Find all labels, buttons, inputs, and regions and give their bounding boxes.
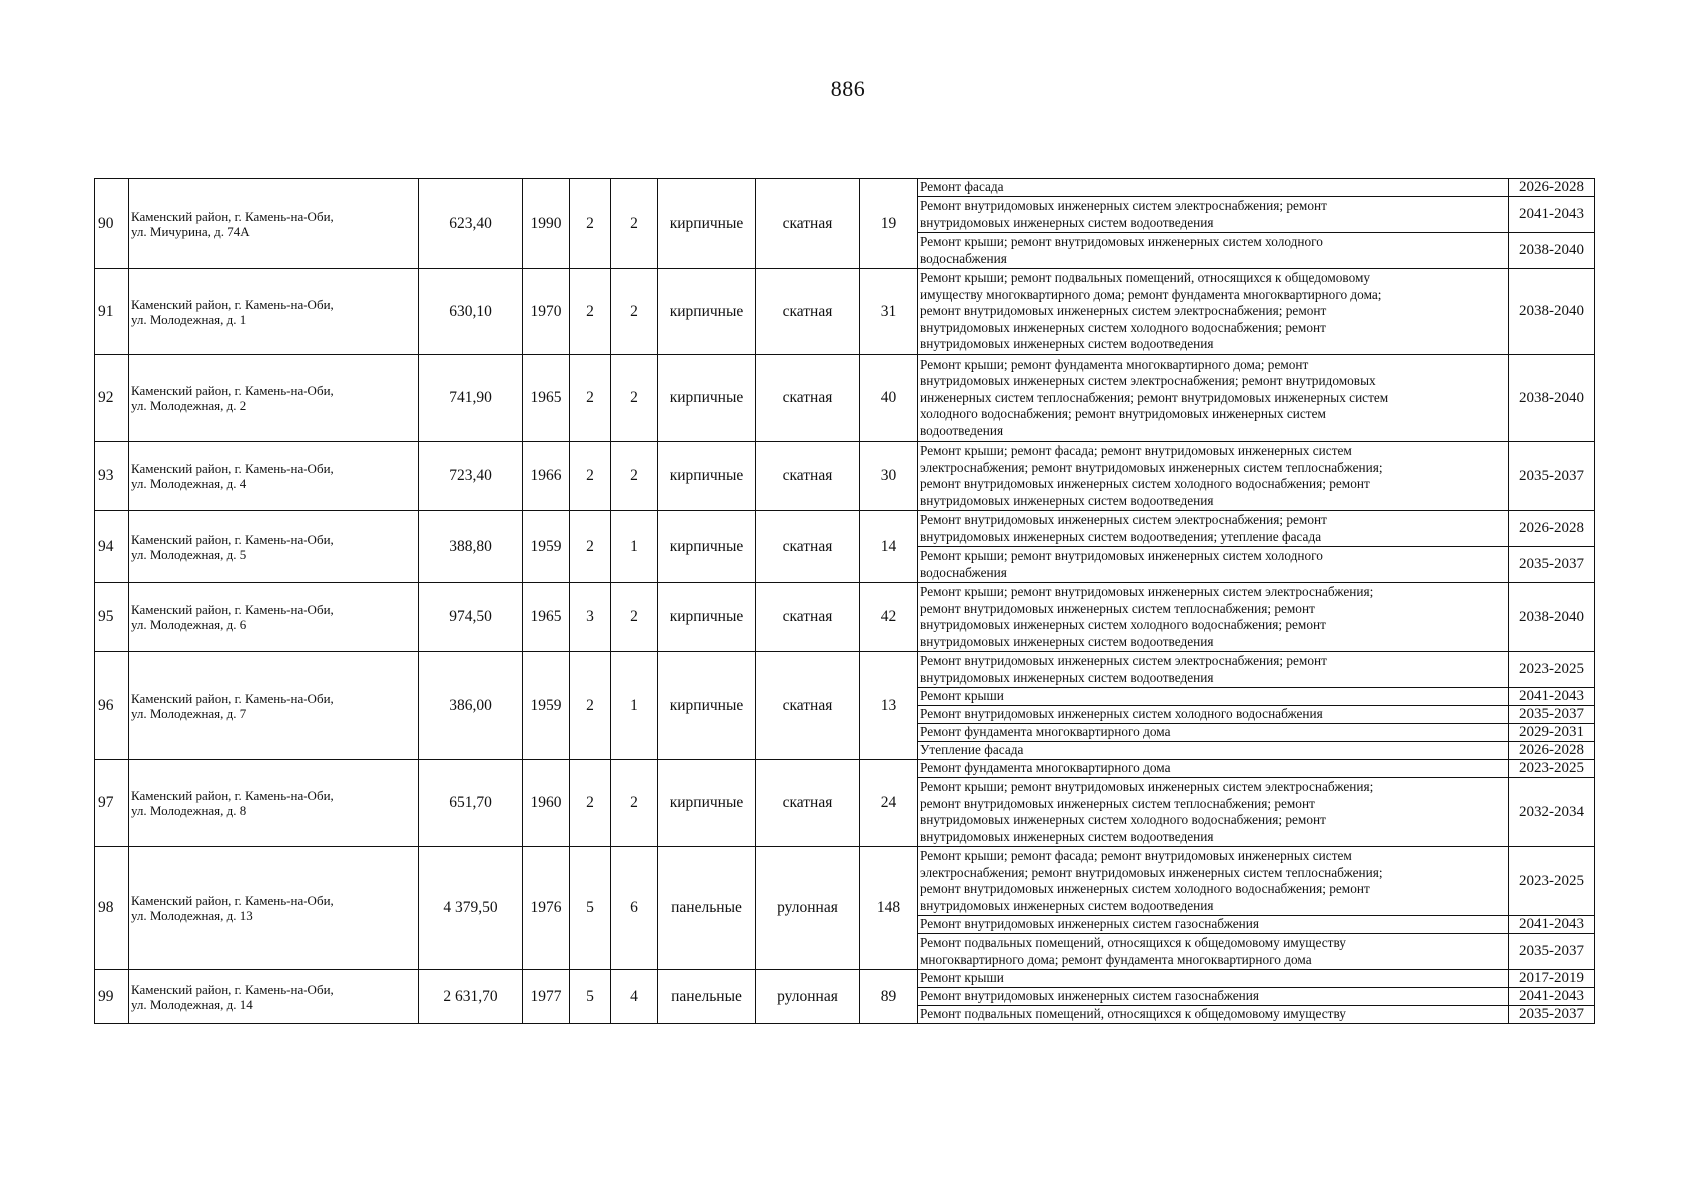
build-year: 1959 [523,511,570,583]
repair-works [918,934,1509,970]
floor-count: 2 [570,511,611,583]
floor-count: 5 [570,970,611,1024]
wall-material: кирпичные [658,652,756,760]
resident-count: 42 [860,583,918,652]
wall-material: кирпичные [658,442,756,511]
build-year: 1965 [523,355,570,442]
wall-material: кирпичные [658,511,756,583]
address-street: ул. Молодежная, д. 8 [131,803,247,818]
row-number: 92 [95,355,129,442]
entrance-count: 1 [611,652,658,760]
row-number: 90 [95,179,129,269]
address-street: ул. Молодежная, д. 7 [131,705,247,721]
table-row [95,442,1595,511]
resident-count: 40 [860,355,918,442]
repair-works-line: внутридомовых инженерных систем водоотведения [920,214,1214,230]
address-street: ул. Молодежная, д. 5 [131,546,247,562]
repair-works [918,355,1509,442]
build-year: 1990 [523,179,570,269]
total-area: 723,40 [419,442,523,511]
repair-period: 2035-2037 [1509,934,1595,970]
resident-count: 13 [860,652,918,760]
repair-period: 2038-2040 [1509,233,1595,269]
wall-material: кирпичные [658,355,756,442]
repair-works [918,442,1509,511]
repair-works-line: водоснабжения [920,564,1007,580]
build-year: 1960 [523,760,570,847]
repair-works-line: Ремонт крыши; ремонт фасада; ремонт внутридомовых инженерных систем [920,848,1352,863]
address-street: ул. Молодежная, д. 6 [131,617,247,632]
repair-works [918,724,1509,742]
repair-works-line: Ремонт крыши [920,688,1004,704]
build-year: 1959 [523,652,570,760]
repair-works-line: Ремонт подвальных помещений, относящихся к общедомовому имуществу [920,935,1346,950]
repair-works-line: Ремонт крыши [920,970,1004,986]
repair-works-line: Ремонт крыши; ремонт внутридомовых инженерных систем холодного [920,548,1323,563]
repair-period: 2026-2028 [1509,179,1595,197]
address-district: Каменский район, г. Камень-на-Оби, [131,208,334,224]
resident-count: 148 [860,847,918,970]
repair-period: 2023-2025 [1509,652,1595,688]
address-district: Каменский район, г. Камень-на-Оби, [131,788,334,803]
repair-period: 2041-2043 [1509,916,1595,934]
repair-works-line: многоквартирного дома; ремонт фундамента многоквартирного дома [920,951,1312,967]
build-year: 1965 [523,583,570,652]
roof-type: рулонная [756,847,860,970]
repair-works-line: внутридомовых инженерных систем водоотведения [920,633,1214,649]
floor-count: 3 [570,583,611,652]
repair-works [918,547,1509,583]
repair-works-line: электроснабжения; ремонт внутридомовых инженерных систем теплоснабжения; [920,459,1383,475]
repair-works-line: ремонт внутридомовых инженерных систем холодного водоснабжения; ремонт [920,476,1370,491]
row-number: 94 [95,511,129,583]
repair-period: 2038-2040 [1509,355,1595,442]
row-number: 98 [95,847,129,970]
address-district: Каменский район, г. Камень-на-Оби, [131,690,334,706]
roof-type: скатная [756,511,860,583]
resident-count: 19 [860,179,918,269]
repair-works-line: Ремонт фасада [920,179,1004,195]
address-cell [129,970,419,1024]
resident-count: 31 [860,269,918,355]
repair-works-line: водоснабжения [920,250,1007,266]
repair-works-line: ремонт внутридомовых инженерных систем электроснабжения; ремонт [920,303,1327,319]
repair-works-line: Ремонт крыши; ремонт внутридомовых инженерных систем электроснабжения; [920,584,1374,599]
repair-works-line: Ремонт крыши; ремонт внутридомовых инженерных систем холодного [920,234,1323,249]
build-year: 1970 [523,269,570,355]
total-area: 741,90 [419,355,523,442]
address-cell [129,583,419,652]
floor-count: 2 [570,760,611,847]
entrance-count: 2 [611,442,658,511]
roof-type: скатная [756,269,860,355]
repair-works-line: Ремонт фундамента многоквартирного дома [920,724,1171,740]
total-area: 651,70 [419,760,523,847]
row-number: 96 [95,652,129,760]
repair-period: 2032-2034 [1509,778,1595,847]
repair-works-line: ремонт внутридомовых инженерных систем теплоснабжения; ремонт [920,600,1315,616]
address-cell [129,652,419,760]
repair-period: 2035-2037 [1509,1006,1595,1024]
repair-works-line: внутридомовых инженерных систем водоотведения [920,492,1214,508]
roof-type: скатная [756,760,860,847]
roof-type: скатная [756,442,860,511]
floor-count: 2 [570,442,611,511]
repair-works-line: Ремонт внутридомовых инженерных систем электроснабжения; ремонт [920,198,1327,213]
total-area: 623,40 [419,179,523,269]
repair-works-line: Ремонт внутридомовых инженерных систем газоснабжения [920,988,1259,1004]
repair-period: 2041-2043 [1509,197,1595,233]
row-number: 93 [95,442,129,511]
repair-works [918,179,1509,197]
wall-material: панельные [658,847,756,970]
build-year: 1976 [523,847,570,970]
table-row [95,652,1595,688]
repair-works [918,1006,1509,1024]
repair-period: 2017-2019 [1509,970,1595,988]
repair-works [918,742,1509,760]
page-number: 886 [830,76,866,101]
total-area: 386,00 [419,652,523,760]
address-cell [129,355,419,442]
repair-works-line: внутридомовых инженерных систем водоотведения; утепление фасада [920,528,1322,544]
roof-type: скатная [756,179,860,269]
row-number: 99 [95,970,129,1024]
row-number: 91 [95,269,129,355]
repair-period: 2023-2025 [1509,760,1595,778]
row-number: 97 [95,760,129,847]
build-year: 1977 [523,970,570,1024]
repair-works [918,778,1509,847]
repair-works-line: Ремонт подвальных помещений, относящихся к общедомовому имуществу [920,1006,1346,1022]
resident-count: 30 [860,442,918,511]
table-row [95,179,1595,197]
repair-works-line: водоотведения [920,422,1004,438]
address-cell [129,179,419,269]
wall-material: кирпичные [658,179,756,269]
total-area: 4 379,50 [419,847,523,970]
repair-works [918,847,1509,916]
address-street: ул. Молодежная, д. 2 [131,398,247,413]
repair-works [918,197,1509,233]
table-row [95,970,1595,988]
row-number: 95 [95,583,129,652]
repair-works [918,760,1509,778]
repair-works-line: внутридомовых инженерных систем водоотведения [920,336,1214,352]
repair-period: 2026-2028 [1509,742,1595,760]
address-cell [129,511,419,583]
repair-works-line: внутридомовых инженерных систем холодного водоснабжения; ремонт [920,812,1326,827]
repair-works [918,970,1509,988]
address-cell [129,442,419,511]
address-cell [129,760,419,847]
entrance-count: 1 [611,511,658,583]
entrance-count: 6 [611,847,658,970]
repair-works-line: электроснабжения; ремонт внутридомовых инженерных систем теплоснабжения; [920,864,1383,880]
entrance-count: 2 [611,179,658,269]
address-district: Каменский район, г. Камень-на-Оби, [131,383,334,398]
repair-period: 2023-2025 [1509,847,1595,916]
address-street: ул. Молодежная, д. 13 [131,908,253,923]
repair-works [918,706,1509,724]
table-row [95,511,1595,547]
repair-works [918,269,1509,355]
wall-material: кирпичные [658,583,756,652]
entrance-count: 2 [611,583,658,652]
repair-works-line: Ремонт внутридомовых инженерных систем холодного водоснабжения [920,706,1323,722]
repair-works-line: внутридомовых инженерных систем водоотведения [920,897,1214,913]
repair-works-line: Ремонт внутридомовых инженерных систем электроснабжения; ремонт [920,512,1327,527]
repair-works [918,511,1509,547]
address-district: Каменский район, г. Камень-на-Оби, [131,893,334,908]
table-row [95,847,1595,916]
repair-works-line: внутридомовых инженерных систем электроснабжения; ремонт внутридомовых [920,373,1376,389]
repair-works-line: Ремонт крыши; ремонт подвальных помещений, относящихся к общедомовому [920,270,1371,286]
address-cell [129,847,419,970]
entrance-count: 2 [611,760,658,847]
total-area: 2 631,70 [419,970,523,1024]
address-street: ул. Мичурина, д. 74А [131,223,250,239]
repair-works-line: Ремонт крыши; ремонт внутридомовых инженерных систем электроснабжения; [920,779,1374,794]
repair-works-line: имуществу многоквартирного дома; ремонт фундамента многоквартирного дома; [920,286,1382,302]
roof-type: рулонная [756,970,860,1024]
repair-works-line: ремонт внутридомовых инженерных систем теплоснабжения; ремонт [920,795,1315,811]
repair-works-line: ремонт внутридомовых инженерных систем холодного водоснабжения; ремонт [920,881,1370,896]
build-year: 1966 [523,442,570,511]
floor-count: 2 [570,269,611,355]
repair-works-line: Ремонт крыши; ремонт фасада; ремонт внутридомовых инженерных систем [920,443,1352,458]
repair-period: 2041-2043 [1509,988,1595,1006]
floor-count: 2 [570,179,611,269]
wall-material: кирпичные [658,760,756,847]
repair-works [918,233,1509,269]
address-street: ул. Молодежная, д. 4 [131,476,247,491]
repair-period: 2026-2028 [1509,511,1595,547]
repair-period: 2029-2031 [1509,724,1595,742]
repair-works-line: Ремонт внутридомовых инженерных систем электроснабжения; ремонт [920,653,1327,668]
repair-works [918,583,1509,652]
repair-works-line: внутридомовых инженерных систем водоотведения [920,669,1214,685]
repair-period: 2038-2040 [1509,269,1595,355]
repair-works-line: Ремонт крыши; ремонт фундамента многоквартирного дома; ремонт [920,356,1309,372]
repair-works-line: Ремонт фундамента многоквартирного дома [920,760,1171,776]
resident-count: 89 [860,970,918,1024]
repair-works [918,988,1509,1006]
repair-works-line: инженерных систем теплоснабжения; ремонт внутридомовых инженерных систем [920,389,1389,405]
total-area: 630,10 [419,269,523,355]
entrance-count: 2 [611,355,658,442]
repair-works-line: холодного водоснабжения; ремонт внутридомовых инженерных систем [920,406,1326,422]
floor-count: 2 [570,355,611,442]
wall-material: панельные [658,970,756,1024]
repair-works-line: Ремонт внутридомовых инженерных систем газоснабжения [920,916,1259,932]
wall-material: кирпичные [658,269,756,355]
resident-count: 24 [860,760,918,847]
resident-count: 14 [860,511,918,583]
total-area: 388,80 [419,511,523,583]
address-street: ул. Молодежная, д. 1 [131,311,247,327]
housing-repair-table [94,178,1594,1024]
address-cell [129,269,419,355]
repair-works [918,652,1509,688]
repair-period: 2041-2043 [1509,688,1595,706]
table-row [95,355,1595,442]
table-row [95,760,1595,778]
floor-count: 5 [570,847,611,970]
table-row [95,583,1595,652]
repair-works-line: внутридомовых инженерных систем холодного водоснабжения; ремонт [920,319,1326,335]
address-district: Каменский район, г. Камень-на-Оби, [131,981,334,997]
repair-works-line: внутридомовых инженерных систем водоотведения [920,828,1214,844]
repair-works-line: Утепление фасада [920,742,1024,758]
address-district: Каменский район, г. Камень-на-Оби, [131,602,334,617]
address-district: Каменский район, г. Камень-на-Оби, [131,531,334,547]
repair-works [918,916,1509,934]
address-street: ул. Молодежная, д. 14 [131,996,253,1012]
table-row [95,269,1595,355]
roof-type: скатная [756,583,860,652]
entrance-count: 4 [611,970,658,1024]
floor-count: 2 [570,652,611,760]
entrance-count: 2 [611,269,658,355]
repair-period: 2035-2037 [1509,547,1595,583]
repair-works-line: внутридомовых инженерных систем холодного водоснабжения; ремонт [920,617,1326,632]
total-area: 974,50 [419,583,523,652]
address-district: Каменский район, г. Камень-на-Оби, [131,296,334,312]
repair-period: 2035-2037 [1509,442,1595,511]
repair-works [918,688,1509,706]
repair-period: 2038-2040 [1509,583,1595,652]
roof-type: скатная [756,355,860,442]
address-district: Каменский район, г. Камень-на-Оби, [131,461,334,476]
repair-period: 2035-2037 [1509,706,1595,724]
roof-type: скатная [756,652,860,760]
